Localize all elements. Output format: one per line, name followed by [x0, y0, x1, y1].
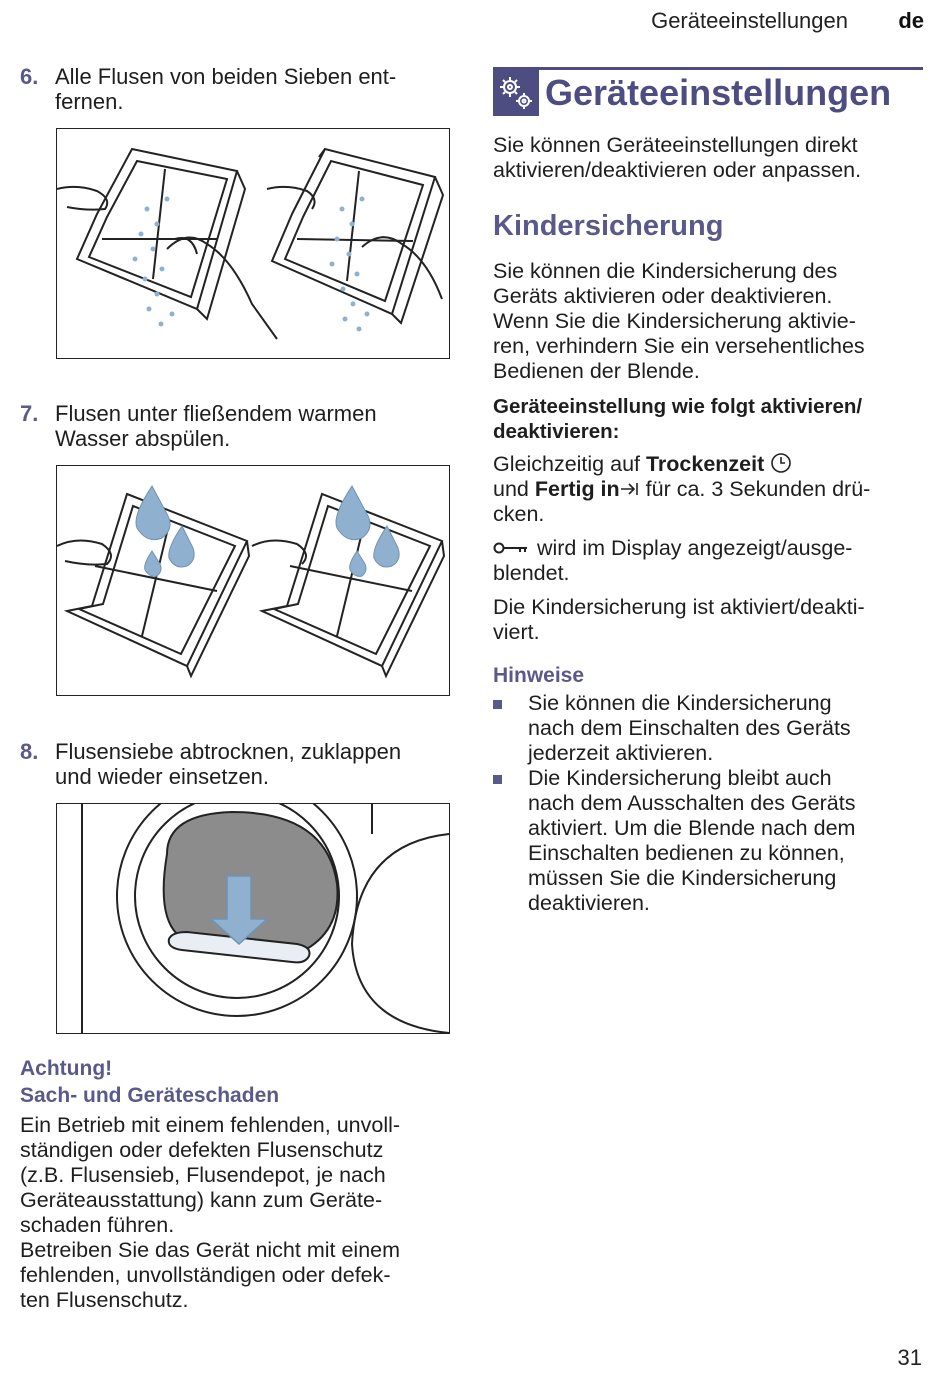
note-item: [528, 766, 928, 916]
figure-rinse-lint: [56, 465, 450, 696]
warning-line: Geräteausstattung) kann zum Geräte-: [20, 1188, 383, 1212]
display-info: [493, 536, 928, 586]
note-item: [528, 691, 928, 766]
step-text-line: Wasser abspülen.: [55, 426, 231, 451]
note-line: Die Kindersicherung bleibt auch: [528, 766, 832, 790]
warning-line: Betreiben Sie das Gerät nicht mit einem: [20, 1238, 401, 1262]
instruction-line: und Fertig in für ca. 3 Sekunden drü-: [493, 477, 871, 501]
running-header-title: Geräteeinstellungen: [651, 8, 848, 33]
step-text-line: Flusen unter fließendem warmen: [55, 401, 377, 426]
instruction-heading: [493, 394, 928, 444]
intro-line: aktivieren/deaktivieren oder anpassen.: [493, 158, 862, 182]
paragraph-line: Geräts aktivieren oder deaktivieren.: [493, 284, 833, 308]
step-6: [20, 64, 450, 116]
status-text: [493, 595, 928, 645]
note-line: jederzeit aktivieren.: [528, 741, 714, 765]
intro-line: Sie können Geräteeinstellungen direkt: [493, 133, 858, 157]
note-line: Einschalten bedienen zu können,: [528, 841, 845, 865]
button-name-finish-in: Fertig in: [534, 477, 620, 501]
step-8: [20, 739, 450, 791]
note-line: aktiviert. Um die Blende nach dem: [528, 816, 856, 840]
status-line: Die Kindersicherung ist aktiviert/deakti-: [493, 595, 865, 619]
lint-removal-illustration: [57, 129, 449, 358]
status-line: viert.: [493, 620, 540, 644]
display-line: blendet.: [493, 561, 570, 585]
warning-title: Achtung!: [20, 1057, 113, 1080]
step-number: 6.: [20, 64, 39, 89]
paragraph-line: Wenn Sie die Kindersicherung aktivie-: [493, 309, 856, 333]
warning-line: fehlenden, unvollständigen oder defek-: [20, 1263, 391, 1287]
step-text-line: Flusensiebe abtrocknen, zuklappen: [55, 739, 402, 764]
step-text-line: fernen.: [55, 89, 124, 114]
warning-subtitle: Sach- und Geräteschaden: [20, 1084, 280, 1107]
step-7: [20, 401, 450, 453]
paragraph-line: ren, verhindern Sie ein versehentliches: [493, 334, 865, 358]
warning-line: schaden führen.: [20, 1213, 175, 1237]
figure-remove-lint: [56, 128, 450, 359]
warning-text: [20, 1113, 460, 1313]
step-number: 8.: [20, 739, 39, 764]
notes-heading: Hinweise: [493, 664, 585, 687]
bullet-marker: [493, 700, 502, 709]
note-line: Sie können die Kindersicherung: [528, 691, 832, 715]
note-line: nach dem Ausschalten des Geräts: [528, 791, 856, 815]
instruction-line: cken.: [493, 502, 545, 526]
step-number: 7.: [20, 401, 39, 426]
warning-line: (z.B. Flusensieb, Flusendepot, je nach: [20, 1163, 386, 1187]
page-number: 31: [897, 1345, 922, 1370]
warning-line: ständigen oder defekten Flusenschutz: [20, 1138, 384, 1162]
key-icon: [493, 541, 531, 555]
note-line: nach dem Einschalten des Geräts: [528, 716, 851, 740]
clock-icon: [770, 452, 792, 474]
intro-text: [493, 133, 923, 183]
finish-arrow-icon: [620, 480, 640, 498]
warning-line: Ein Betrieb mit einem fehlenden, unvoll-: [20, 1113, 401, 1137]
figure-insert-filter: [56, 803, 450, 1034]
heading-rule: [493, 67, 923, 70]
note-line: müssen Sie die Kindersicherung: [528, 866, 837, 890]
instruction-text: [493, 452, 928, 527]
language-code: de: [898, 8, 924, 33]
rinse-illustration: [57, 466, 449, 695]
instruction-heading-line: deaktivieren:: [493, 420, 620, 443]
bullet-marker: [493, 775, 502, 784]
paragraph-line: Bedienen der Blende.: [493, 359, 700, 383]
instruction-line: Gleichzeitig auf Trockenzeit: [493, 452, 928, 477]
instruction-heading-line: Geräteeinstellung wie folgt aktivieren/: [493, 395, 863, 418]
warning-line: ten Flusenschutz.: [20, 1288, 189, 1312]
child-lock-description: [493, 259, 923, 384]
step-text-line: Alle Flusen von beiden Sieben ent-: [55, 64, 397, 89]
display-line: wird im Display angezeigt/ausge-: [493, 536, 928, 561]
page-heading: Geräteeinstellungen: [545, 72, 892, 113]
paragraph-line: Sie können die Kindersicherung des: [493, 259, 838, 283]
section-heading: Kindersicherung: [493, 210, 724, 242]
button-name-drying-time: Trockenzeit: [645, 452, 765, 476]
settings-gear-icon: [493, 70, 539, 116]
step-text-line: und wieder einsetzen.: [55, 764, 270, 789]
note-line: deaktivieren.: [528, 891, 650, 915]
insert-filter-illustration: [57, 804, 449, 1033]
